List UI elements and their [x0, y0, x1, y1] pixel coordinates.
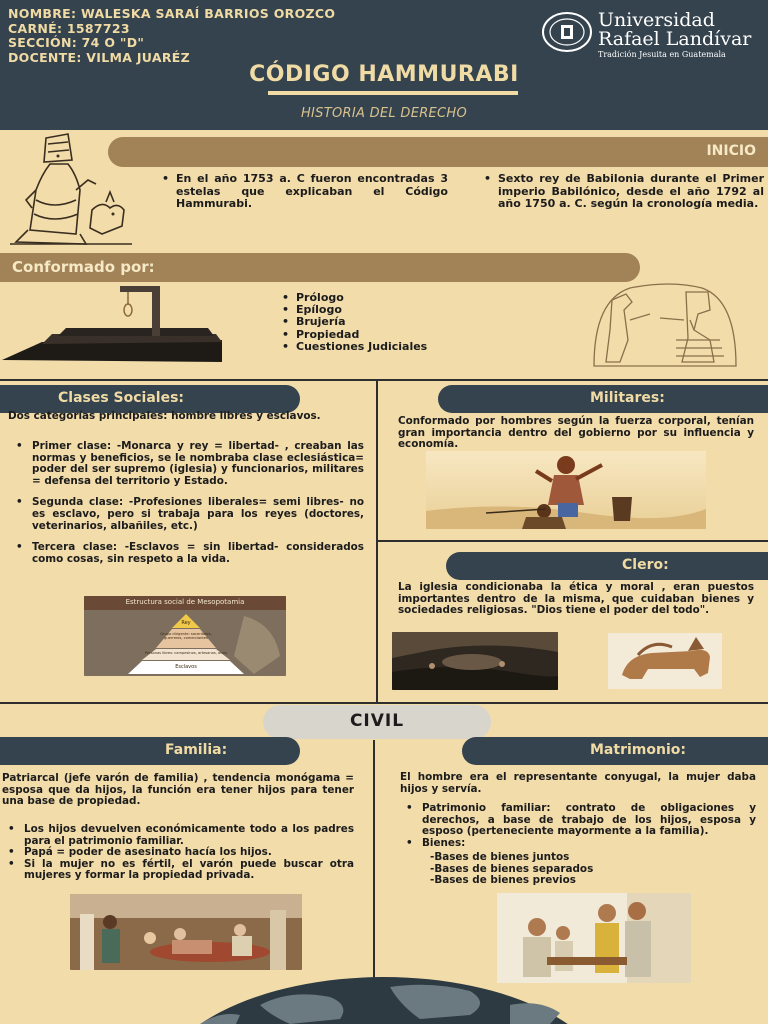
divider-top [0, 379, 768, 381]
pyramid-level-king: Rey [181, 620, 191, 626]
university-logo [542, 10, 764, 58]
stele-relief-image [590, 280, 740, 370]
bienes-list [400, 852, 756, 887]
clero-header [446, 552, 768, 580]
religious-scene-image [392, 632, 558, 690]
university-seal-icon [542, 12, 592, 52]
civil-badge [263, 705, 491, 739]
conformado-banner [0, 253, 640, 282]
gallows-image [2, 282, 222, 364]
list-item: -Bases de bienes juntos [430, 851, 570, 863]
matrimonio-intro: El hombre era el representante conyugal, la mujer daba hijos y servía. [400, 771, 756, 795]
inicio-banner [108, 137, 768, 167]
familia-intro: Patriarcal (jefe varón de familia) , tendencia monógama = esposa que da hijos, la función era tener hijos para tener una base de propiedad. [2, 772, 354, 808]
list-item: • Primer clase: -Monarca y rey = libertad- , creaban las normas y beneficios, se le nombraba clase eclesiástica= poder del ser supremo (iglesia) y funcionarios, militares = defensa del territorio y Estado. [10, 441, 364, 487]
civil-label: CIVIL [349, 711, 405, 731]
militares-text: Conformado por hombres según la fuerza corporal, tenían gran importancia dentro del gobierno por su influencia y economía. [398, 415, 754, 451]
clero-label: Clero: [622, 557, 669, 573]
pyramid-title: Estructura social de Mesopotamia [125, 598, 245, 606]
matrimonio-header [462, 737, 768, 765]
list-item: • Cuestiones Judiciales [280, 341, 427, 353]
inicio-bullet-discovery [160, 173, 448, 211]
list-item: • Epílogo [280, 304, 427, 316]
student-name: NOMBRE: WALESKA SARAÍ BARRIOS OROZCO [8, 6, 336, 21]
pyramid-level-elite: Grupo dirigente: sacerdotes, guerreros, comerciantes [160, 632, 212, 640]
university-tagline: Tradición Jesuita en Guatemala [598, 50, 726, 59]
familia-label: Familia: [165, 742, 228, 758]
inicio-label: INICIO [706, 143, 756, 159]
warriors-image [426, 451, 706, 529]
list-item: • Brujería [280, 316, 427, 328]
clases-sociales-header [0, 385, 300, 413]
university-name-line2: Rafael Landívar [598, 28, 752, 50]
list-item: • Los hijos devuelven económicamente todo a los padres para el patrimonio familiar. [2, 824, 354, 847]
clases-list [10, 441, 364, 565]
list-item: • Prólogo [280, 292, 427, 304]
militares-label: Militares: [590, 390, 665, 406]
student-section: SECCIÓN: 74 O "D" [8, 35, 145, 50]
divider-civil [0, 702, 768, 704]
student-info [8, 7, 335, 65]
list-item: • Patrimonio familiar: contrato de obligaciones y derechos, a base de trabajo de los hijos, esposa y esposo (perteneciente mayormente a la familia). [400, 803, 756, 838]
list-item: • Tercera clase: -Esclavos = sin libertad- considerados como cosas, sin respeto a la vida. [10, 542, 364, 565]
list-item: -Bases de bienes previos [430, 874, 576, 887]
clases-intro: Dos categorías principales: hombre libres y esclavos. [8, 410, 321, 422]
list-item: • Bienes: [400, 838, 756, 850]
student-id: CARNÉ: 1587723 [8, 20, 130, 36]
familia-list [2, 824, 354, 882]
list-item: -Bases de bienes separados [430, 862, 594, 875]
list-item: • Segunda clase: -Profesiones liberales= semi libres- no es esclavo, pero si trabaja para los reyes (doctores, veterinarios, albañiles, etc.) [10, 497, 364, 532]
page-title: CÓDIGO HAMMURABI [249, 62, 519, 87]
inicio-text-1: • En el año 1753 a. C fueron encontradas 3 estelas que explicaban el Código Hammurabi. [160, 173, 448, 211]
family-painting-image [70, 894, 302, 970]
clero-text: La iglesia condicionaba la ética y moral , eran puestos importantes dentro de la misma, que cuidaban bienes y sociedades religiosas. "Dios tiene el poder del todo". [398, 581, 754, 617]
university-name-line1: Universidad [598, 9, 715, 31]
hammurabi-figure-image [6, 130, 134, 248]
conformado-list [280, 292, 427, 353]
familia-header [0, 737, 300, 765]
matrimonio-label: Matrimonio: [590, 742, 686, 758]
pyramid-level-slaves: Esclavos [175, 664, 197, 670]
social-pyramid-image [84, 596, 286, 676]
inicio-text-2: • Sexto rey de Babilonia durante el Primer imperio Babilónico, desde el año 1792 al año 1750 a. C. según la cronología media. [482, 173, 764, 211]
list-item: • Propiedad [280, 329, 427, 341]
globe-image [140, 975, 628, 1024]
teacher-name: DOCENTE: VILMA JUARÉZ [8, 49, 190, 65]
matrimonio-list [400, 803, 756, 849]
marriage-scene-image [497, 893, 691, 983]
lamassu-relief-image [608, 633, 722, 689]
clases-sociales-label: Clases Sociales: [58, 390, 185, 406]
militares-header [438, 385, 768, 413]
divider-militares-clero [377, 540, 768, 542]
page-subtitle: HISTORIA DEL DERECHO [300, 106, 468, 121]
pyramid-level-free: Personas libres: campesinos, artesanos, otros [144, 651, 228, 655]
title-underline [268, 91, 518, 95]
inicio-bullet-king [482, 173, 764, 211]
list-item: • Si la mujer no es fértil, el varón puede buscar otra mujeres y formar la propiedad privada. [2, 859, 354, 882]
list-item: • Papá = poder de asesinato hacía los hijos. [2, 847, 354, 859]
conformado-label: Conformado por: [12, 258, 155, 276]
